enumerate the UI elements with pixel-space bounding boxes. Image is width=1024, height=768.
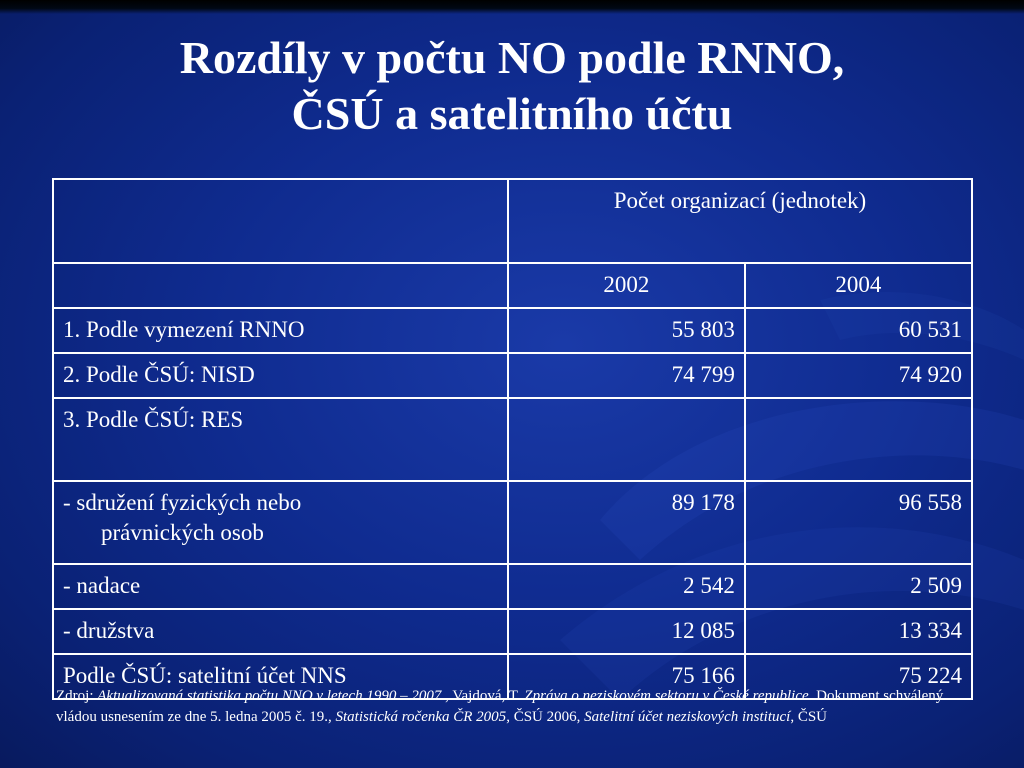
table-row [53,353,972,398]
row-label-line-1: - sdružení fyzických nebo [63,490,302,515]
title-line-2: ČSÚ a satelitního účtu [291,88,733,139]
row-label-line-2: právnických osob [101,520,264,545]
row-label: - družstva [53,609,508,654]
table-row [53,564,972,609]
value-2002 [508,398,745,481]
organizations-count-table [52,178,973,700]
source-text-3: , ČSÚ 2006, [506,709,585,725]
source-ref-1: Aktualizovaná statistika počtu NNO v letech 1990 – 2007 [97,688,442,704]
top-dark-band [0,0,1024,14]
value-2004: 74 920 [745,353,972,398]
source-text-1: , Vajdová, T. [441,688,525,704]
title-line-1: Rozdíly v počtu NO podle RNNO, [179,32,845,83]
value-2002: 2 542 [508,564,745,609]
value-2004 [745,398,972,481]
source-prefix: Zdroj: [56,688,98,704]
row-label: - nadace [53,564,508,609]
value-2004: 96 558 [745,481,972,564]
header-group-cell: Počet organizací (jednotek) [508,179,972,263]
source-ref-2: Zpráva o neziskovém sektoru v České republice. [524,688,813,704]
value-2004: 75 224 [745,654,972,699]
year-2002-header: 2002 [508,263,745,308]
source-note [56,686,976,728]
value-2004: 2 509 [745,564,972,609]
table-row [53,481,972,564]
header-empty-cell [53,179,508,263]
table-row [53,609,972,654]
value-2002: 89 178 [508,481,745,564]
source-ref-3: Statistická ročenka ČR 2005 [335,709,507,725]
years-empty-cell [53,263,508,308]
row-label: 1. Podle vymezení RNNO [53,308,508,353]
value-2002: 55 803 [508,308,745,353]
source-text-4: , ČSÚ [790,709,828,725]
value-2004: 13 334 [745,609,972,654]
slide-title [0,30,1024,142]
table-row [53,398,972,481]
value-2002: 74 799 [508,353,745,398]
table-years-row [53,263,972,308]
source-ref-4: Satelitní účet neziskových institucí [584,709,791,725]
table-header-row [53,179,972,263]
row-label: 2. Podle ČSÚ: NISD [53,353,508,398]
value-2004: 60 531 [745,308,972,353]
source-text-2: Dokument schválený vládou usnesením ze dne 5. ledna 2005 č. 19., [56,688,944,725]
row-label [53,481,508,564]
value-2002: 12 085 [508,609,745,654]
table-row [53,308,972,353]
row-label: 3. Podle ČSÚ: RES [53,398,508,481]
row-label: Podle ČSÚ: satelitní účet NNS [53,654,508,699]
value-2002: 75 166 [508,654,745,699]
year-2004-header: 2004 [745,263,972,308]
